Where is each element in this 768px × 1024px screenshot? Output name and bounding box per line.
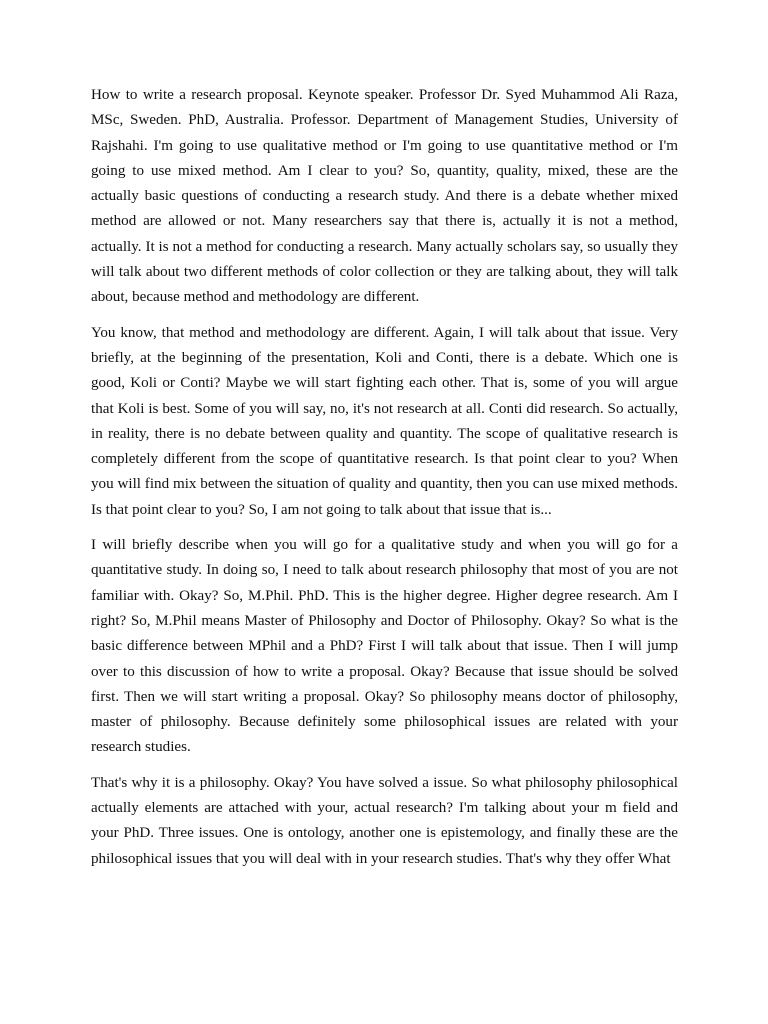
paragraph-1: How to write a research proposal. Keynote speaker. Professor Dr. Syed Muhammod Ali Raza, MSc, Sweden. PhD, Australia. Professor. Department of Management Studies, University of Rajshahi. I'm going to use qualitative method or I'm going to use quantitative method or I'm going to use mixed method. Am I clear to you? So, quantity, quality, mixed, these are the actually basic questions of conducting a research study. And there is a debate whether mixed method are allowed or not. Many researchers say that there is, actually it is not a method, actually. It is not a method for conducting a research. Many actually scholars say, so usually they will talk about two different methods of color collection or they are talking about, they will talk about, because method and methodology are different. <box>91 87 678 306</box>
paragraph-3: I will briefly describe when you will go for a qualitative study and when you will go for a quantitative study. In doing so, I need to talk about research philosophy that most of you are not familiar with. Okay? So, M.Phil. PhD. This is the higher degree. Higher degree research. Am I right? So, M.Phil means Master of Philosophy and Doctor of Philosophy. Okay? So what is the basic difference between MPhil and a PhD? First I will talk about that issue. Then I will jump over to this discussion of how to write a proposal. Okay? Because that issue should be solved first. Then we will start writing a proposal. Okay? So philosophy means doctor of philosophy, master of philosophy. Because definitely some philosophical issues are related with your research studies. <box>91 537 678 756</box>
paragraph-2: You know, that method and methodology are different. Again, I will talk about that issue. Very briefly, at the beginning of the presentation, Koli and Conti, there is a debate. Which one is good, Koli or Conti? Maybe we will start fighting each other. That is, some of you will argue that Koli is best. Some of you will say, no, it's not research at all. Conti did research. So actually, in reality, there is no debate between quality and quantity. The scope of qualitative research is completely different from the scope of quantitative research. Is that point clear to you? When you will find mix between the situation of quality and quantity, then you can use mixed methods. Is that point clear to you? So, I am not going to talk about that issue that is... <box>91 324 678 518</box>
paragraph-4: That's why it is a philosophy. Okay? You have solved a issue. So what philosophy philosophical actually elements are attached with your, actual research? I'm talking about your m field and your PhD. Three issues. One is ontology, another one is epistemology, and finally these are the philosophical issues that you will deal with in your research studies. That's why they offer What <box>91 774 678 867</box>
document-page <box>91 83 678 882</box>
